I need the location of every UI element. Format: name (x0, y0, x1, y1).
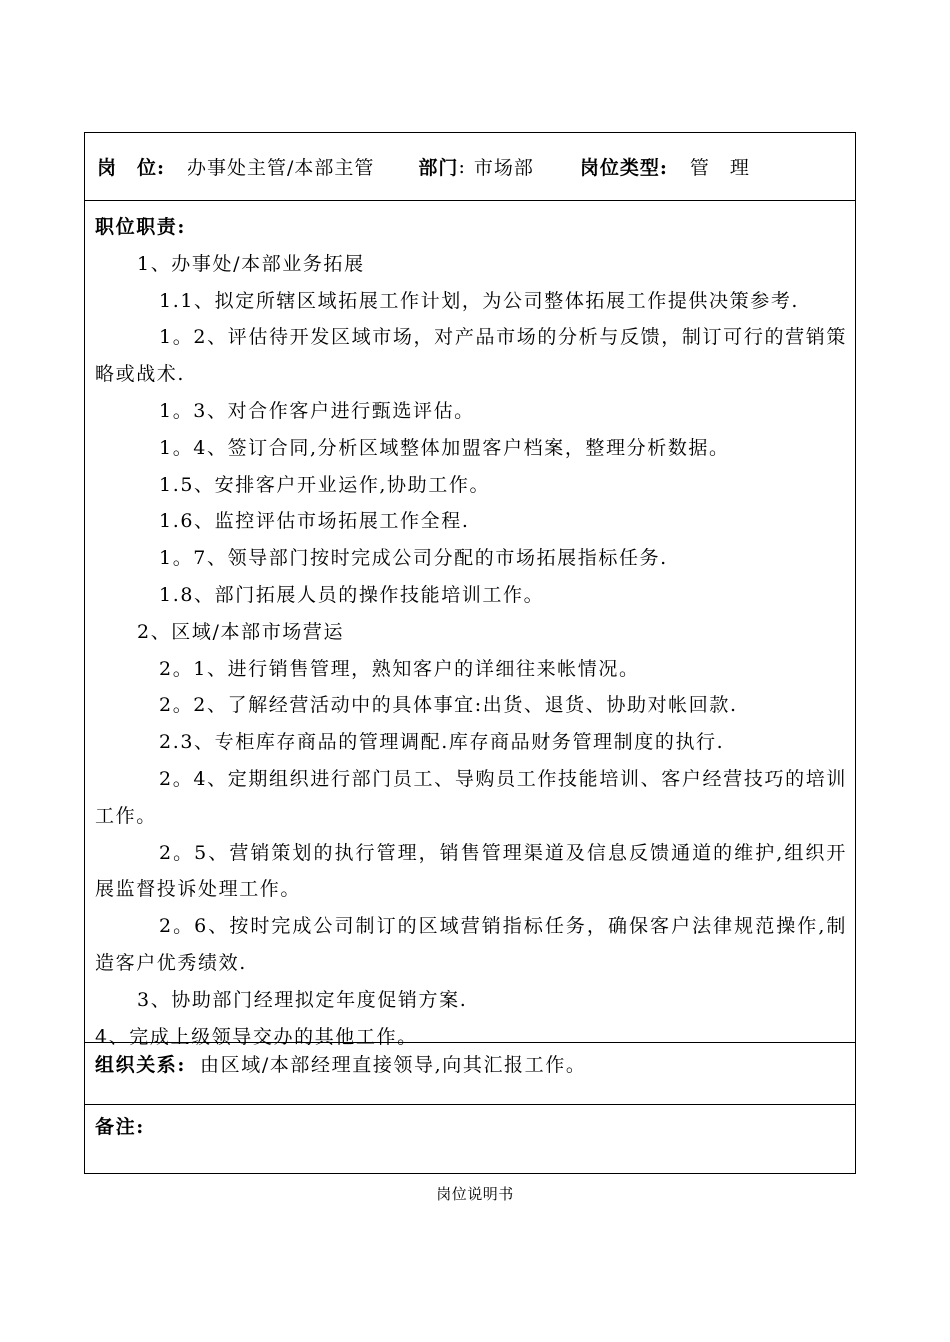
duty-item: 1。3、对合作客户进行甄选评估。 (159, 399, 475, 422)
duty-heading: 1、办事处/本部业务拓展 (137, 252, 365, 275)
duty-heading: 2、区域/本部市场营运 (137, 620, 345, 643)
duties-title: 职位职责: (95, 216, 187, 238)
duty-item: 2。1、进行销售管理，熟知客户的详细往来帐情况。 (159, 657, 640, 680)
job-description-table (84, 132, 856, 1174)
duty-item: 1.8、部门拓展人员的操作技能培训工作。 (159, 583, 545, 606)
duty-item: 1.6、监控评估市场拓展工作全程. (159, 510, 470, 533)
organization-value: 由区域/本部经理直接领导,向其汇报工作。 (200, 1054, 587, 1076)
duty-item: 2。4、定期组织进行部门员工、导购员工作技能培训、客户经营技巧的培训工作。 (95, 767, 847, 827)
duty-item: 2。6、按时完成公司制订的区域营销指标任务，确保客户法律规范操作,制造客户优秀绩效. (95, 915, 847, 974)
footer-caption: 岗位说明书 (436, 1185, 514, 1203)
department-label: 部门 (418, 157, 459, 179)
position-type-label: 岗位类型: (579, 157, 668, 179)
organization-label: 组织关系: (95, 1054, 187, 1076)
duty-item: 2。2、了解经营活动中的具体事宜:出货、退货、协助对帐回款. (159, 694, 738, 717)
duties-section (85, 201, 855, 1048)
duty-item: 1。4、签订合同,分析区域整体加盟客户档案，整理分析数据。 (159, 436, 730, 459)
duty-item: 2.3、专柜库存商品的管理调配.库存商品财务管理制度的执行. (159, 731, 725, 754)
notes-label: 备注: (95, 1116, 145, 1138)
header-row (85, 133, 855, 201)
duty-heading: 4、完成上级领导交办的其他工作。 (95, 1025, 418, 1048)
organization-line (95, 1047, 845, 1084)
duty-item: 1。2、评估待开发区域市场，对产品市场的分析与反馈，制订可行的营销策略或战术. (95, 326, 847, 386)
position-label: 岗 位: (97, 157, 166, 179)
duty-item: 1。7、领导部门按时完成公司分配的市场拓展指标任务. (159, 547, 668, 570)
department-separator: : (458, 155, 466, 178)
duty-item: 1.1、拟定所辖区域拓展工作计划，为公司整体拓展工作提供决策参考. (159, 289, 800, 312)
position-type-value: 管 理 (689, 157, 750, 179)
duty-heading: 3、协助部门经理拟定年度促销方案. (137, 988, 468, 1011)
organization-section (85, 1043, 855, 1105)
duty-item: 1.5、安排客户开业运作,协助工作。 (159, 473, 491, 496)
duty-item: 2。5、营销策划的执行管理，销售管理渠道及信息反馈通道的维护,组织开展监督投诉处理工作。 (95, 841, 847, 901)
notes-section (85, 1105, 855, 1173)
position-value: 办事处主管/本部主管 (187, 157, 375, 179)
department-value: 市场部 (473, 157, 534, 179)
